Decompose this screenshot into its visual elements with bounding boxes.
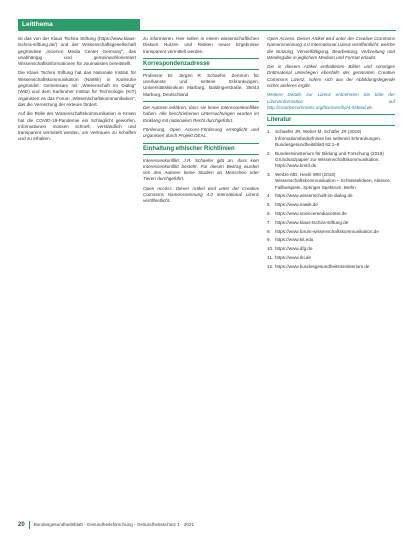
reference-item bbox=[267, 229, 395, 235]
section-label: Leitthema bbox=[22, 21, 53, 28]
column-1 bbox=[18, 36, 136, 146]
reference-text: Bundesministerium für Bildung und Forschung (2019) Grundsatzpapier zur Wissenschaftskommunikation. https://www.bmbf.de bbox=[275, 150, 384, 169]
reference-text: Schaefer JR, Weber M, Schäfer JR (2019) Informationsbedürfnisse bei seltenen Erkrankungen. Bundesgesundheitsblatt 62:1–8 bbox=[275, 129, 382, 147]
divider bbox=[143, 101, 259, 102]
reference-number: 10. bbox=[267, 246, 274, 252]
reference-text: https://www.sciencemediacenter.de bbox=[275, 211, 347, 217]
reference-text: https://www.forum-wissenschaftskommunikation.de bbox=[275, 228, 379, 234]
footer-separator bbox=[29, 521, 30, 529]
reference-item bbox=[267, 129, 395, 148]
col1-paragraph-3: Auf die Rolle der Wissenschaftskommunikation in Krisen hat die COVID-19-Pandemie ein Schlaglicht geworfen. Informationen müssen schnell, verständlich und transparent vermittelt werden, um Vertrauen zu schaffen und zu erhalten. bbox=[18, 111, 136, 142]
reference-number: 4. bbox=[267, 193, 271, 199]
reference-text: https://www.wissenschaft-im-dialog.de bbox=[275, 193, 353, 199]
reference-text: https://www.kit.edu bbox=[275, 237, 314, 243]
references-heading: Literatur bbox=[267, 114, 395, 126]
reference-text: https://www.klaus-tschira-stiftung.de bbox=[275, 219, 349, 225]
reference-item bbox=[267, 151, 395, 170]
reference-item bbox=[267, 202, 395, 208]
col3-paragraph-2: Die in diesem Artikel enthaltenen Bilder und sonstiges Drittmaterial unterliegen ebenfalls der genannten Creative Commons Lizenz, sofern sich aus der Abbildungslegende nichts anderes ergibt. bbox=[267, 64, 395, 89]
reference-item bbox=[267, 172, 395, 191]
correspondence-heading: Korrespondenzadresse bbox=[143, 58, 259, 70]
reference-number: 5. bbox=[267, 202, 271, 208]
page-number: 20 bbox=[18, 522, 25, 528]
reference-item bbox=[267, 246, 395, 252]
reference-item bbox=[267, 237, 395, 243]
col2-paragraph-3: Interessenkonflikt. J.R. Schaefer gibt an, dass kein Interessenkonflikt besteht. Für diesen Beitrag wurden von den Autoren keine Studien an Menschen oder Tieren durchgeführt. bbox=[143, 157, 259, 182]
funding-note: Förderung. Open Access-Förderung ermöglicht und organisiert durch Projekt DEAL. bbox=[143, 126, 259, 139]
reference-item bbox=[267, 255, 395, 261]
col2-paragraph-1: zu informieren. Hier sollen in einem wissenschaftlichen Diskurs Nutzen und Risiken neuer Ergebnisse transparent vermittelt werden. bbox=[143, 36, 259, 54]
col1-paragraph-1: ist das von der Klaus Tschira Stiftung (https://www.klaus-tschira-stiftung.de/) und der Wissenschaftsgesellschaft gegründete „Science Media Center Germany", das unabhängig und gemeinwohlorientiert Wissenschaftsinformationen für Journalisten bereitstellt. bbox=[18, 36, 136, 67]
section-label-bar bbox=[18, 19, 140, 31]
reference-number: 2. bbox=[267, 150, 271, 156]
reference-item bbox=[267, 220, 395, 226]
journal-name: Bundesgesundheitsblatt - Gesundheitsforschung - Gesundheitsschutz 1 · 2021 bbox=[33, 522, 195, 527]
reference-list bbox=[267, 129, 395, 270]
reference-number: 7. bbox=[267, 219, 271, 225]
reference-text: https://www.bundesgesundheitsministerium.de bbox=[275, 263, 370, 269]
reference-number: 6. bbox=[267, 211, 271, 217]
reference-text: https://www.rki.de bbox=[275, 255, 311, 261]
reference-text: https://www.nawik.de bbox=[275, 202, 318, 208]
license-link[interactable]: Weitere Details zur Lizenz entnehmen Sie bitte der Lizenzinformation auf http://creativecommons.org/licenses/by/4.0/deed.de. bbox=[267, 92, 395, 110]
col2-paragraph-2: Die Autoren erklären, dass sie keine Interessenkonflikte haben. Alle beschriebenen Untersuchungen wurden im Einklang mit nationalem Recht durchgeführt. bbox=[143, 105, 259, 123]
header-rule bbox=[140, 30, 396, 31]
reference-item bbox=[267, 193, 395, 199]
ethics-heading: Einhaltung ethischer Richtlinien bbox=[143, 143, 259, 155]
reference-number: 11. bbox=[267, 255, 274, 261]
correspondence-text: Professor Dr. Jürgen R. Schaefer, Zentrum für unerkannte und seltene Erkrankungen, Universitätsklinikum Marburg, Baldingerstraße, 35043 Marburg, Deutschland bbox=[143, 72, 259, 97]
col1-paragraph-2: Die Klaus Tschira Stiftung hat das Nationale Institut für Wissenschaftskommunikation (NaWik) in Karlsruhe gegründet. Gemeinsam mit „Wissenschaft im Dialog" (WiD) und dem Karlsruher Institut für Technologie (KIT) organisiert es das Forum „Wissenschaftskommunikation", das die Vernetzung der Akteure fördert. bbox=[18, 70, 136, 107]
column-3 bbox=[267, 36, 395, 273]
reference-number: 8. bbox=[267, 228, 271, 234]
reference-text: https://www.dfg.de bbox=[275, 246, 313, 252]
reference-item bbox=[267, 264, 395, 270]
reference-text: Weitze MD, Heckl WM (2016) Wissenschaftskommunikation – Schlüsselideen, Akteure, Fallbeispiele. Springer Spektrum, Berlin bbox=[275, 172, 391, 190]
col2-paragraph-4: Open Access. Dieser Artikel wird unter der Creative Commons Namensnennung 4.0 International Lizenz veröffentlicht. bbox=[143, 185, 259, 204]
reference-number: 9. bbox=[267, 237, 271, 243]
reference-number: 12. bbox=[267, 263, 274, 269]
reference-item bbox=[267, 211, 395, 217]
page-footer bbox=[18, 520, 396, 530]
reference-number: 1. bbox=[267, 129, 271, 135]
column-2 bbox=[143, 36, 259, 208]
reference-number: 3. bbox=[267, 172, 271, 178]
col3-paragraph-1: Open Access. Dieser Artikel wird unter der Creative Commons Namensnennung 4.0 International Lizenz veröffentlicht, welche die Nutzung, Vervielfältigung, Bearbeitung, Verbreitung und Wiedergabe in jeglichem Medium und Format erlaubt. bbox=[267, 36, 395, 60]
